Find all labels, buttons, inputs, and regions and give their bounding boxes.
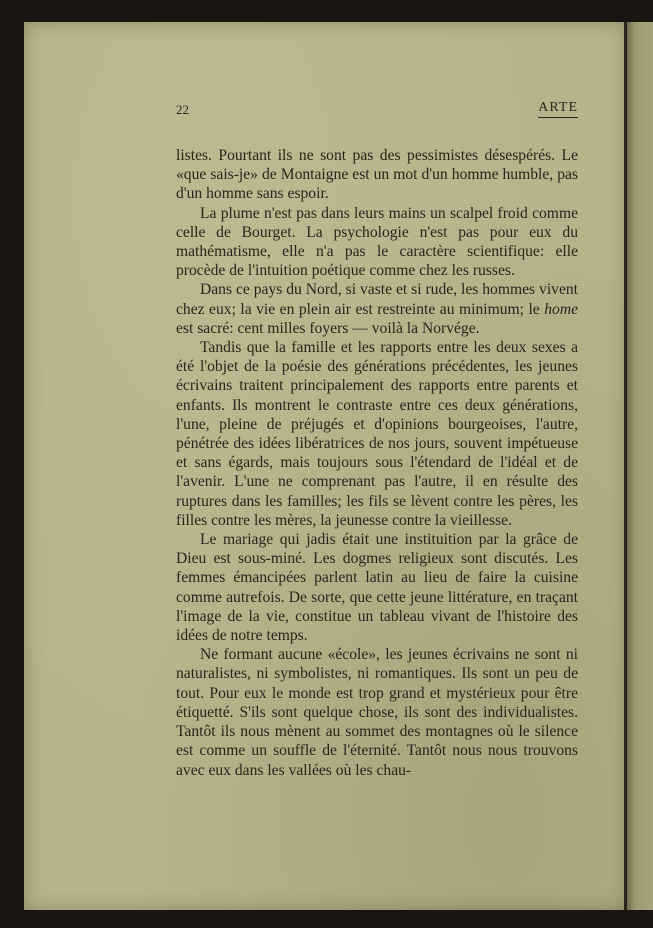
adjacent-page-edge xyxy=(627,22,653,910)
running-title: ARTE xyxy=(538,100,578,118)
paragraph-3 xyxy=(176,280,578,338)
paragraph-4: Tandis que la famille et les rapports entre les deux sexes a été l'objet de la poésie des générations précédentes, les jeunes écrivains traitent principalement des rapports entre parents et enfants. Ils montrent le contraste entre ces deux générations, l'une, pleine de préjugés et d'opinions bourgeoises, l'autre, pénétrée des idées libératrices de nos jours, souvent impétueuse et sans égards, mais toujours sous l'étendard de l'idéal et de l'avenir. L'une ne comprenant pas l'autre, il en résulte des ruptures dans les familles; les fils se lèvent contre les pères, les filles contre les mères, la jeunesse contre la vieillesse. xyxy=(176,339,578,529)
paragraph-1: listes. Pourtant ils ne sont pas des pessimistes désespérés. Le «que sais-je» de Montaigne est un mot d'un homme humble, pas d'un homme sans espoir. xyxy=(176,147,578,203)
paragraph-2: La plume n'est pas dans leurs mains un scalpel froid comme celle de Bourget. La psychologie n'est pas pour eux du mathématisme, elle n'a pas le caractère scientifique: elle procède de l'intuition poétique comme chez les russes. xyxy=(176,204,578,280)
paragraph-3-text-before: Dans ce pays du Nord, si vaste et si rude, les hommes vivent chez eux; la vie en plein air est restreinte au minimum; le xyxy=(176,281,578,318)
page-header xyxy=(176,100,578,122)
page-number: 22 xyxy=(176,102,189,117)
emphasis-home: home xyxy=(544,300,578,318)
paragraph-5: Le mariage qui jadis était une instituition par la grâce de Dieu est sous-miné. Les dogmes religieux sont discutés. Les femmes émancipées parlent latin au lieu de faire la cuisine comme autrefois. De sorte, que cette jeune littérature, en traçant l'image de la vie, constitue un tableau vivant de l'histoire des idées de notre temps. xyxy=(176,531,578,645)
body-text xyxy=(176,146,578,780)
paragraph-3-text-after: est sacré: cent milles foyers — voilà la Norvége. xyxy=(176,319,480,337)
paragraph-6: Ne formant aucune «école», les jeunes écrivains ne sont ni naturalistes, ni symbolistes, ni romantiques. Ils sont un peu de tout. Pour eux le monde est trop grand et mystérieux pour être étiquetté. S'ils sont quelque chose, ils sont des individualistes. Tantôt ils nous mènent au sommet des montagnes où le silence est comme un souffle de l'éternité. Tantôt nous nous trouvons avec eux dans les vallées où les chau- xyxy=(176,646,578,779)
